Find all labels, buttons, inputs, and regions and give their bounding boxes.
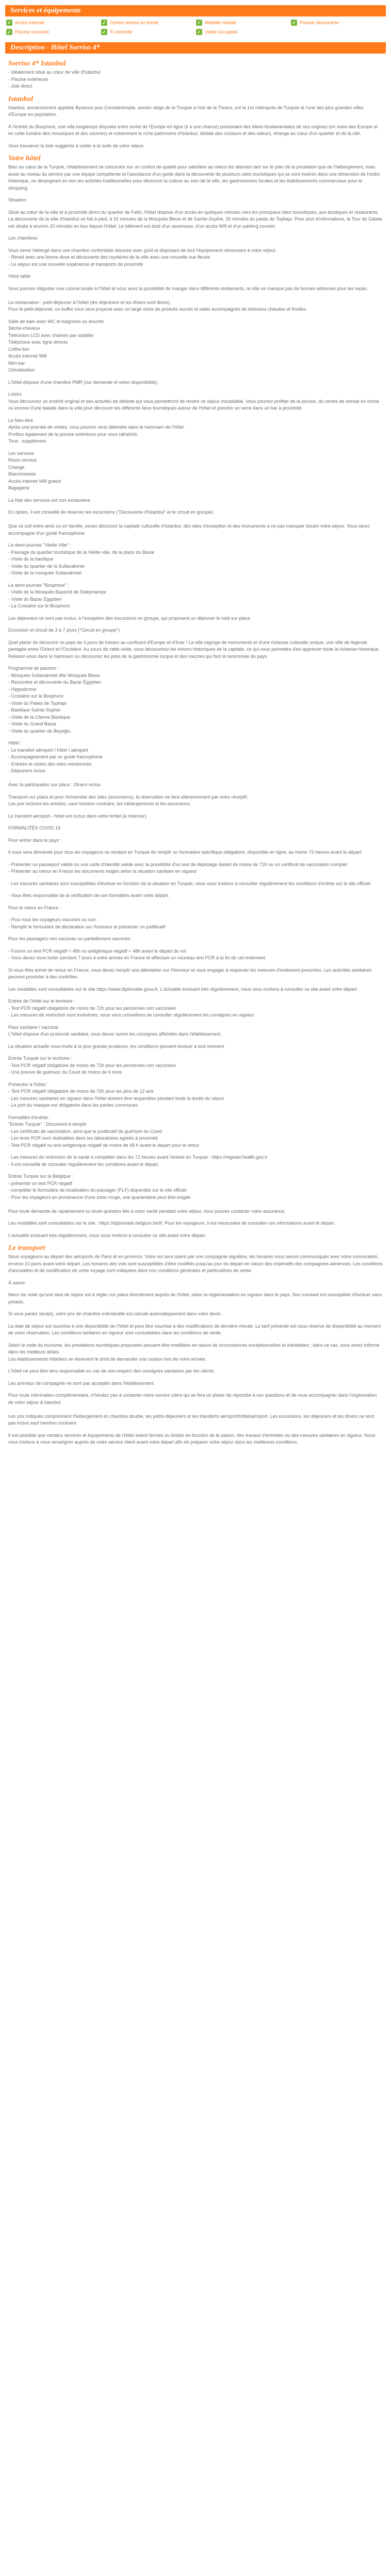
paragraph: Pour toute information complémentaire, n'hésitez pas à contacter notre service client qui se fera un plaisir de répondre à vos questions et de vous accompagner dans l'organisation de votre séjour à Istanbul. Les prix indiqués comprennent l'hébergement en chambre double, les petits-déjeuners et les transferts aéroport/hôtel/aéroport. Les excursions, les déjeuners et les dîners ne sont pas inclus sauf mention contraire.: [8, 1393, 377, 1426]
services-list: [0, 16, 391, 38]
paragraph: Le transfert aéroport - hôtel est inclus dans votre forfait (à réserver).: [8, 813, 148, 819]
check-icon: ✓: [6, 20, 12, 26]
section-heading: Istanbul: [8, 95, 34, 103]
paragraph: Entrée de l'hôtel sur le territoire : - Test PCR négatif obligatoire de moins de 72h pour les personnes non vaccinées - Les mesures de restriction sont évolutives, nous vous conseillons de consulter régulièrement les consignes en vigueur: [8, 998, 254, 1018]
paragraph: FORMALITÉS COVID 19: [8, 825, 61, 831]
service-label: Mobilité réduite: [205, 20, 237, 25]
check-icon: ✓: [196, 29, 202, 35]
paragraph: La date de séjour est soumise à une disponibilité de l'hôtel et peut être soumise à des modifications de dernière minute. Le tarif présenté est sous réserve de disponibilité au moment de votre réservation. Les conditions tarifaires en vigueur sont consultables dans les conditions de vente.: [8, 1323, 381, 1335]
service-label: Centre remise en forme: [110, 20, 159, 25]
check-icon: ✓: [101, 29, 107, 35]
paragraph: Il vous sera demandé pour tous les voyageurs se rendant en Turquie de remplir un formulaire spécifique obligatoire, disponible en ligne, au moins 72 heures avant le départ.: [8, 850, 363, 855]
check-icon: ✓: [196, 20, 202, 26]
service-label: Piscine découverte: [300, 20, 339, 25]
paragraph: L'hôtel ne peut être tenu responsable en cas de non-respect des consignes sanitaires par les clients.: [8, 1368, 215, 1374]
paragraph: La situation actuelle nous invite à la plus grande prudence, les conditions peuvent évoluer à tout moment.: [8, 1043, 225, 1049]
paragraph: Formalités d'entrée : "Entrée Turquie" : Document à remplir - Les certificats de vaccination, ainsi que le justificatif de guérison du Covid - Les tests PCR sont réalisables dans les laboratoires agréés à proximité - Test PCR négatif ou test antigénique négatif de moins de 48 h avant le départ pour le retour: [8, 1114, 200, 1148]
paragraph: Vous trouverez la liste suggérée à visiter à la suite de votre séjour.: [8, 143, 145, 148]
paragraph: - Pour tous les voyageurs vaccinés ou non : - Remplir le formulaire de déclaration sur l'honneur et présenter un justificatif: [8, 917, 166, 929]
paragraph: - Fournir un test PCR négatif < 48h ou antigénique négatif < 48h avant le départ du vol - Vous devez vous isoler pendant 7 jours à votre arrivée en France et effectuer un nouveau test PCR à la fin de cet isolement.: [8, 948, 267, 960]
paragraph: Les animaux de compagnie ne sont pas acceptés dans l'établissement.: [8, 1380, 155, 1386]
description-content: [0, 54, 391, 1446]
paragraph: L'actualité évoluant très régulièrement, nous vous invitons à consulter ce site avant votre départ.: [8, 1232, 206, 1238]
paragraph: Programme de passion : - Mosquée Sultanahmet dite Mosquée Bleue - Rencontre et découverte du Bazar Égyptien - Hippodrome - Croisière sur le Bosphore - Visite du Palais de Topkapi - Basilique Sainte-Sophie - Visite de la Citerne Basilique - Visite du Grand Bazar - Visite du quartier de Beyoğlu: [8, 666, 102, 734]
paragraph: - Vous êtes responsable de la vérification de ces formalités avant votre départ.: [8, 893, 170, 898]
paragraph: Merci de noter qu'une taxe de séjour est à régler sur place directement auprès de l'hôtel, selon la réglementation en vigueur dans le pays. Son montant est susceptible d'évoluer sans préavis.: [8, 1292, 382, 1304]
paragraph: La demi-journée "Vieille Ville" : - Passage du quartier touristique de la Vieille ville, de la place du Bazar - Visite de la basilique - Visite du quartier de la Sultanahmet - Visite de la mosquée Sultanahmet: [8, 543, 155, 575]
paragraph: Présenter à l'hôtel : - Test PCR négatif obligatoire de moins de 72h pour les plus de 12 ans - Les mesures sanitaires en vigueur dans l'hôtel doivent être respectées pendant toute la durée du séjour - Le port du masque est obligatoire dans les parties communes: [8, 1081, 224, 1108]
service-item: [291, 20, 373, 26]
paragraph: Quel plaisir de découvrir ce pays de 4 jours de trésors au confluent d'Europe et d'Asie ! La ville regorge de monuments et d'une richesse culturelle unique, une ville de légende partagée entre l'Orient et l'Occident. Au cours de cette visite, vous découvrirez les trésors historiques de la capitale, ce qui vous permettra d'en apprécier toute la richesse historique. Relaxez-vous dans le hammam ou découvrez les joies de la gastronomie turque et des mezzes qui font la renommée du pays.: [8, 639, 380, 659]
paragraph: Les déjeuners ne sont pas inclus, à l'exception des excursions en groupe, qui proposent un déjeuner le midi sur place.: [8, 615, 252, 621]
paragraph: Situé au cœur de la ville et à proximité direct du quartier de Fatih, l'hôtel dispose d'un accès en quelques minutes vers les principaux sites touristiques, aux boutiques et restaurants. La découverte de la ville d'Istanbul se fait à pied, à 15 minutes de la Mosquée Bleue et de Sainte-Sophie, 25 minutes du palais de Topkapi. Pour plus d'informations, la Tour de Galata est située à environ 20 minutes en bus depuis l'hôtel. Le bâtiment est doté d'un ascenseur, d'un accès Wifi et d'un parking couvert.: [8, 209, 382, 229]
paragraph: Pour les passagers non vaccinés ou partiellement vaccinés :: [8, 936, 133, 941]
paragraph: Bien au cœur de la Turquie, l'établissement se concentre sur un confort de qualité pour satisfaire au mieux les attentes tant sur le plan de la prestation que de l'hébergement, mais aussi au niveau du service par une équipe compétente et l'assistance d'un guide dans la découverte de plusieurs sites touristiques qui se sont insérés dans une dimension de l'ordre historique, ne dérangeant en rien les activités traditionnelles pour découvrir la culture au sein de la ville, les gastronomies locales et les établissements commerciaux pour le shopping.: [8, 164, 380, 191]
paragraph: À l'entrée du Bosphore, une ville longtemps disputée entre sortie de l'Europe en ligne (il a une chance) présentant des idées fondamentales de ses origines (en outre des Europe et en cette lumière des mosaïques et des sourires) et notamment le riche patrimoine d'Istanbul, dédale des couleurs et des odeurs, étrange au cœur d'un quartier et de la cité.: [8, 124, 378, 136]
paragraph: Les modalités sont consultables sur le site : https://diplomatie.belgium.be/fr. Pour les voyageurs, il est nécessaire de consulter ces informations avant le départ.: [8, 1221, 335, 1226]
paragraph: Pour entrer dans le pays :: [8, 837, 62, 843]
paragraph: Excursion et circuit de 3 à 7 jours ("Circuit en groupe"): [8, 628, 120, 633]
paragraph: Salle de bain avec WC et baignoire ou douche Sèche-cheveux Télévision LCD avec chaînes par satellite Téléphone avec ligne directe Coffre-fort Accès internet Wifi Mini-bar Climatisation: [8, 318, 104, 372]
paragraph: - Les mesures de restriction de la santé à compléter dans les 72 heures avant l'entrée en Turquie : https://register.health.gov.tr - Il est conseillé de consulter régulièrement les conditions avant le départ.: [8, 1155, 268, 1167]
paragraph: Les modalités sont consultables sur le site https://www.diplomatie.gouv.fr. L'actualité évoluant très régulièrement, nous vous invitons à consulter ce site avant votre départ.: [8, 986, 358, 992]
services-title: Services et équipements: [5, 5, 386, 16]
service-item: [196, 20, 291, 26]
check-icon: ✓: [101, 20, 107, 26]
paragraph: Transport sur place et pour l'ensemble des sites (excursions), la réservation se fera ultérieurement par notre réceptif. Les prix incluent les entrées, sauf mention contraire, les hébergements et les excursions.: [8, 794, 248, 806]
paragraph: - Idéalement situé au cœur de ville d'Istanbul - Piscine extérieure - Joie direct: [8, 70, 101, 89]
services-section: [0, 5, 391, 38]
paragraph: Vous serez hébergé dans une chambre confortable décorée avec goût et disposant de tout l'équipement nécessaire à votre séjour. - Réveil avec une bonne dose et découverte des mystères de la ville avec une nouvelle vue fleurie - Le séjour est une nouvelle expérience et transports de proximité: [8, 247, 277, 267]
paragraph: Pass sanitaire / vaccinal : L'hôtel dispose d'un protocole sanitaire, vous devez suivre les consignes affichées dans l'établissement.: [8, 1024, 222, 1037]
paragraph: Les chambres: [8, 235, 38, 241]
description-section: [0, 42, 391, 1446]
service-item: [6, 29, 101, 35]
paragraph: Si vous êtes arrivé de retour en France, vous devez remplir une attestation sur l'honneur et vous engager à respecter les mesures d'isolement prescrites. Les autorités sanitaires peuvent procéder à des contrôles.: [8, 967, 372, 979]
description-title: Description - Hôtel Sorriso 4*: [5, 42, 386, 54]
paragraph: L'hôtel dispose d'une chambre PMR (sur demande et selon disponibilité).: [8, 379, 159, 385]
paragraph: Si vous partez seul(e), votre prix de chambre individuelle est calculé automatiquement dans votre devis.: [8, 1311, 222, 1316]
section-heading: Votre hôtel: [8, 155, 41, 162]
paragraph: Votre table: [8, 274, 31, 279]
paragraph: Les services Room service Change Blanchisserie Accès internet Wifi gratuit Bagagerie: [8, 450, 61, 490]
service-item: [196, 29, 291, 35]
paragraph: Situation: [8, 197, 27, 202]
paragraph: Pour le retour en France :: [8, 905, 61, 910]
service-item: [6, 20, 101, 26]
section-heading: Le transport: [8, 1244, 45, 1252]
paragraph: Le bien-être Après une journée de visites, vous pourrez vous détendre dans le hammam de l'hôtel. Profitez également de la piscine extérieure pour vous rafraîchir. Tous : supplément.: [8, 417, 185, 444]
service-label: Vidéo occupées: [205, 29, 238, 35]
service-item: [101, 20, 196, 26]
paragraph: Entrée Turquie sur la Belgique : - présenter un test PCR négatif - compléter le formulaire de localisation du passager (PLF) disponible sur le site officiel - Pour les voyageurs en provenance d'une zone rouge, une quarantaine peut être exigée Pour toute demande de rapatriement ou toute question liée à votre santé pendant votre séjour, vous pouvez contacter votre assurance.: [8, 1174, 286, 1214]
paragraph: Istanbul, anciennement appelée Byzance puis Constantinople, ancien siège de la Turquie à l'est de la Thrace, est la 1re métropole de Turquie et l'une des plus grandes villes d'Europe en population.: [8, 105, 364, 117]
paragraph: Loisirs Vous découvrez un endroit original et des activités de détente qui vous permettront de rendre ce séjour inoubliable. Vous pourrez profiter de la piscine, du centre de remise en forme ou encore d'une balade dans la ville pour découvrir les différents lieux touristiques autour de l'hôtel et prendre un verre dans un bar à proximité.: [8, 392, 379, 411]
service-label: Accès internet: [15, 20, 45, 25]
check-icon: ✓: [291, 20, 297, 26]
section-heading: Sorriso 4* Istanbul: [8, 60, 66, 67]
paragraph: En option, il est conseillé de réserver les excursions ("Découverte d'Istanbul" et le circuit en groupe). Que ce soit entre amis ou en famille, venez découvrir la capitale culturelle d'Istanbul, des sites d'exception et des monuments à ne pas manquer durant votre séjour. Vous serez accompagné d'un guide francophone.: [8, 510, 370, 536]
paragraph: Vous pourrez déguster une cuisine locale à l'hôtel et vous avez la possibilité de manger dans différents restaurants, la ville ne manque pas de bonnes adresses pour les repas. La restauration : petit-déjeuner à l'hôtel (les déjeuners et les dîners sont libres). Pour le petit-déjeuner, un buffet vous sera proposé avec un large choix de produits sucrés et salés accompagnés de boissons chaudes et froides.: [8, 285, 368, 312]
paragraph: - Présenter un passeport valide ou une carte d'identité valide avec la possibilité d'un test de dépistage datant de moins de 72h ou un certificat de vaccination complet - Présenter au retour en France les documents exigés selon la situation sanitaire en vigueur: [8, 861, 347, 874]
service-label: Piscine couverte: [15, 29, 50, 35]
paragraph: Hôtel : - Le transfert aéroport / hôtel / aéroport - Accompagnement par un guide francophone - Entrées et visites des sites mentionnés - Déjeuners inclus Avec la participation sur place : Dîners inclus: [8, 740, 103, 787]
paragraph: Entrée Turquie sur le territoire : - Test PCR négatif obligatoire de moins de 72h pour les personnes non vaccinées - Une preuve de guérison du Covid de moins de 6 mois: [8, 1056, 176, 1075]
paragraph: La demi-journée "Bosphore" : - Visite de la Mosquée Bayezid de Süleymaniye - Visite du Bazar Égyptien - La Croisière sur le Bosphore: [8, 582, 106, 608]
check-icon: ✓: [6, 29, 12, 35]
paragraph: Selon le code du tourisme, les prestations touristiques proposées peuvent être modifiées en raison de circonstances exceptionnelles et inévitables ; dans ce cas, vous serez informé dans les meilleurs délais. Les établissements hôteliers se réservent le droit de demander une caution lors de votre arrivée.: [8, 1342, 380, 1362]
paragraph: À savoir: [8, 1280, 25, 1285]
paragraph: Nous voyageons au départ des aéroports de Paris et en province. Votre vol sera opéré par une compagnie régulière, les horaires vous seront communiqués avec votre convocation, environ 10 jours avant votre départ. Les horaires des vols sont susceptibles d'être modifiés jusqu'au jour du départ en raison des impératifs des compagnies aériennes. Les conditions d'annulation et de modification de votre voyage sont indiquées dans nos conditions générales et particulières de vente.: [8, 1254, 383, 1273]
service-label: Ti centrelle: [110, 29, 133, 35]
paragraph: Il est possible que certains services et équipements de l'hôtel soient fermés ou limités en fonction de la saison, des travaux d'entretien ou des mesures sanitaires en vigueur. Nous vous invitons à vous renseigner auprès de notre service client avant votre départ afin de préparer votre séjour dans les meilleures conditions.: [8, 1432, 376, 1445]
service-item: [101, 29, 196, 35]
paragraph: La liste des services est non exhaustive.: [8, 497, 92, 503]
paragraph: - Les mesures sanitaires sont susceptibles d'évoluer en fonction de la situation en Turquie, nous vous invitons à consulter régulièrement les conditions d'entrée sur le site officiel.: [8, 880, 372, 886]
